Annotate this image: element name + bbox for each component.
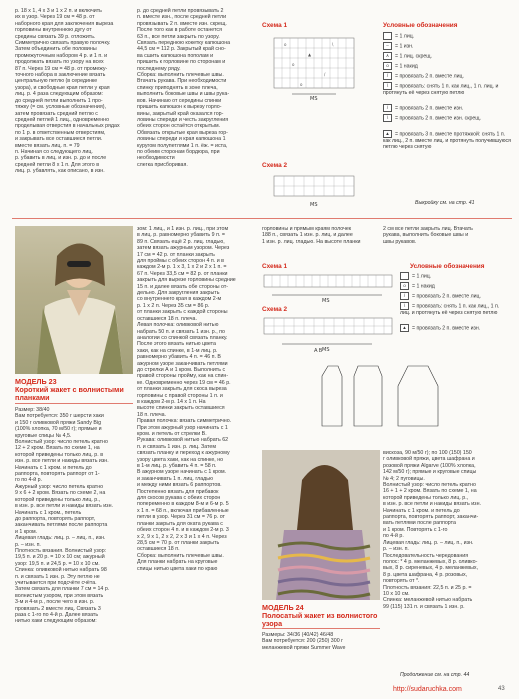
legend-item [383, 52, 513, 60]
legend-symbol-icon: ∧ [383, 52, 392, 60]
schema-1-mid-label: Схема 1 [262, 263, 288, 270]
legend-symbol-icon [400, 272, 409, 280]
svg-text:о: о [284, 42, 287, 47]
legend-item [383, 62, 513, 70]
col4-mid-text: 2 см все петли закрыть лиц. Втачать рукава, выполнить боковые швы и швы рукавов. [383, 226, 473, 245]
legend-text: = 1 лиц. скрещ. [395, 53, 432, 60]
legend-item [383, 72, 513, 80]
legend-item [400, 324, 510, 332]
svg-text:/: / [324, 72, 326, 77]
legend-text: = 1 лиц. [412, 273, 432, 280]
legend-title-top: Условные обозначения [383, 22, 458, 29]
legend-item [383, 32, 513, 40]
pattern-reference-top[interactable]: Выкройку см. на стр. 41 [415, 200, 475, 206]
model-23-title: МОДЕЛЬ 23 [15, 377, 57, 386]
svg-text:▲: ▲ [308, 52, 312, 57]
svg-text:\: \ [332, 42, 334, 47]
legend-symbol-icon: \ [400, 302, 409, 310]
ms-marker: MS [310, 96, 318, 102]
schema-2-mid-label: Схема 2 [262, 306, 288, 313]
model-23-rule [15, 403, 133, 404]
legend-text: = провязать 2 п. вместе лиц. [395, 73, 464, 80]
legend-symbol-icon: ▲ [383, 130, 392, 138]
legend-title-mid: Условные обозначения [410, 263, 485, 270]
garment-outlines [318, 356, 468, 436]
legend-item [400, 292, 510, 300]
legend-symbol-icon: o [383, 62, 392, 70]
legend-text: = 1 изн. [395, 43, 414, 50]
model-24-subtitle: Полосатый жакет из волнистого узора [262, 611, 378, 628]
site-url[interactable]: http://sudaruchka.com [393, 686, 462, 693]
svg-text:о: о [292, 62, 295, 67]
legend-item [383, 42, 513, 50]
legend-text: = провязать 3 п. вместе протяжкой: снять 1 п. как лиц., 2 п. вместе лиц. и протянуть получившуюся петлю через снятую [383, 131, 511, 150]
legend-text: = провязать: снять 1 п. как лиц., 1 п. лиц. и протянуть её через снятую петлю [400, 303, 500, 316]
legend-symbol-icon [383, 32, 392, 40]
model-23-photo [15, 226, 133, 374]
svg-text:MS: MS [322, 347, 330, 353]
svg-text:MS: MS [322, 298, 330, 304]
col3-bottom-text: Размеры: 34/36 (40/42) 46/48 Вам потребуется: 200 (250) 300 г меланжевой пряжи Summer Wave [262, 632, 346, 651]
col2-bottom-text: зом: 1 лиц., и 1 изн. р. лиц., при этом в лиц. р. равномерно убавить 9 п. = 89 п. Связать ещё 2 р. лиц. гладью, затем вязать ажурным узором. Через 17 см = 42 р. от планки закрыть для проймы с обеих сторон 4 п. и в каждом 2-м р. 1 х 3, 1 х 2 и 2 х 1 п. = 67 п. Через 33,5 см = 82 р. от планки закрыть для вырезе горловины средние 15 п. и далее вязать обе стороны от- дельно. Для закругления закрыть со внутреннего края в каждом 2-м р. 1 х 2 п. Через 35 см = 86 р. от планки закрыть с каждой стороны оставшиеся 18 п. плеча. Левая полочка: оливковой нитью набрать 50 п. и связать 1 изн. р., по аналогии со спинкой связать планку. После этого вязать нитью цвета хаки, как на спинке, в 1-м лиц. р. равномерно убавить 4 п. = 46 п. В ажурном узоре заканчивать петлями до стрелки А и 1 кром. Выполнить с правой стороны пройму, как на спин- ке. Одновременно через 19 см = 46 р. от планки закрыть для скоса выреза горловины с правой стороны 1 п. и в каждом 2-м р. 14 х 1 п. На высоте спинки закрыть оставшиеся 18 п. плеча. Правая полочка: вязать симметрично. При этом ажурный узор начинать с 1 кром. и петель от стрелки В. Рукава: оливковой нитью набрать 62 п. и связать 1 изн. р. лиц. Затем связать планку и переход к ажурному узору цвета хаки, как на спинке, но в 1-м лиц. р. убавить 4 п. = 58 п. В ажурном узоре начинать с 1 кром. и заканчивать 1 п. лиц. гладью и между ними вязать 6 раппортов. Постепенно вязать для прибавок для скосов рукава с обеих сторон попеременно в каждом 8-м и 6-м р. 5 х 1 п. = 68 п., включая прибавленные петли в узор. Через 31 см = 76 р. от планки закрыть для оката рукава с обеих сторон 4 п. и в каждом 2-м р. 3 х 2, 9 х 1, 2 х 2, 2 х 3 и 1 х 4 п. Через 28,5 см = 70 р. от планки закрыть оставшиеся 18 п. Сборка: выполнить плечевые швы. Для планки набрать на круговые спицы нитью цвета хаки по краю [137, 226, 236, 572]
arrow-labels: A B [314, 348, 323, 354]
svg-text:о: о [300, 82, 303, 87]
page-number: 43 [498, 686, 505, 692]
schema-2-label: Схема 2 [262, 162, 288, 169]
legend-symbol-icon: / [383, 72, 392, 80]
legend-text: = провязать 2 п. вместе лиц. [412, 293, 481, 300]
schema-2-chart [262, 170, 362, 210]
legend-text: = провязать 2 п. вместе изн. [395, 105, 464, 112]
model-24-title: МОДЕЛЬ 24 [262, 603, 304, 612]
legend-symbol-icon: – [383, 42, 392, 50]
legend-item [400, 282, 510, 290]
legend-item [400, 302, 510, 316]
legend-item [383, 130, 513, 150]
legend-symbol-icon: / [400, 292, 409, 300]
legend-symbol-icon: o [400, 282, 409, 290]
schema-1-chart [262, 30, 362, 140]
schema-1-label: Схема 1 [262, 22, 288, 29]
schema-1-mid-chart [262, 271, 402, 305]
col2-top-text: р. до средней петли провязывать 2 п. вместе изн., после средней петли провязывать 2 п. вместе изн. скрещ. После того как в работе останется 63 п., все петли закрыть по узору. Связать переднюю кокетку капюшона 44,5 см = 112 р. Закрытый край сно- ва сшить капюшона пополам и пришить к горловине по сторонам и последнему ряду. Сборка: выполнить плечевые швы. Втачать рукава. При необходимости спинку приподнять в зоне плеча, выполнить боковые швы и швы рука- вов. Начинаю от середины спинки пришить капюшон к вырезу горло- вины, закрытый край оказался гор- ловины спереди и честь закругления обеих сторон остаётся открытым. Обвязать открытые края выреза гор- ловины спереди и края капюшона 1 куругом полупетлями 1 п. ёж. = иста, по обеим сторонам бордюра, при необходимости слегка присборивая. [137, 8, 231, 168]
legend-symbol-icon: \ [383, 114, 392, 122]
continuation-link[interactable]: Продолжение см. на стр. 44 [400, 672, 470, 678]
legend-item [383, 104, 513, 112]
legend-text: = 1 накид [412, 283, 435, 290]
col3-mid-text: горловины и прямым краям полочек 188 п., связать 1 изн. р. лиц. и далее 1 изн. р. лиц. гладью. На высоте планки [262, 226, 361, 245]
model-24-photo [262, 450, 380, 600]
legend-item [383, 82, 513, 96]
col1-bottom-text: Размер: 38/40 Вам потребуется: 350 г шерсти хаки и 150 г оливковой пряжи Sandy Big (100% хлопка, 70 м/50 г); прямые и круговые спицы № 4,5. Волнистый узор: число петель кратно 12 + 2 кром. Вязать по схеме 1, на которой приведены только лиц. р. в изн. р. все петли и накиды вязать изн. Начинать с 1 кром. и петель до раппорта, повторять раппорт от 1- го по 4-й р. Ажурный узор: число петель кратно 9 х 6 + 2 кром. Вязать по схеме 2, на которой приведены только лиц. р., в изн. р. все петли и накиды вязать изн. Начинать с 1 кром., петель до раппорта, повторять раппорт, заканчивать петлями после раппорта и 1 кром. Лицевая гладь: лиц. р. – лиц. п., изн. р. – изн. п. Плотность вязания. Волнистый узор: 19,5 п. и 20 р. = 10 х 10 см; ажурный узор: 19,5 п. и 24,5 р. = 10 х 10 см. Спинка: оливковой нитью набрать 98 п. и связать 1 изн. р. Эту петлю не учитывается при подсчёте счёта. Затем связать для планки 7 см = 14 р. волнистым узором, при этом вязать 3-м и 4-м р., после чего в изн. р. провязать 2 вместе лиц. Связать 3 раза с 1-го по 4-й р. Далее вязать нитью хаки следующим образом: [15, 407, 113, 625]
legend-item [400, 272, 510, 280]
section-divider [12, 218, 512, 219]
legend-text: = провязать: снять 1 п. как лиц., 1 п. лиц. и протянуть её через снятую петлю [383, 83, 499, 96]
svg-text:MS: MS [310, 202, 318, 208]
model-24-rule [262, 628, 380, 629]
legend-text: = провязать 2 п. вместе изн. скрещ. [395, 115, 481, 122]
legend-text: = 1 лиц. [395, 33, 415, 40]
legend-symbol-icon: / [383, 104, 392, 112]
legend-symbol-icon: \ [383, 82, 392, 90]
col1-top-text: р. 18 х 1, 4 х 3 и 1 х 2 п. и включить их в узор. Через 19 см = 48 р. от наборного края для заключения выреза горловины внутреннюю дугу от средины связать 39 р. отложить. Симметрично связать правую полочку. Затем объединить обе половины промежуточным набором 4 р. и 1 п. и продолжать вязать по узору на всех 87 п. Через 19 см = 48 р. от промежу- точного набора в заключение вязать центральную петлю (в серединке узора), и свободные края петли у края лиц. р. 4 раза следующим образом: до средней петли выполнить 1 про- тяжку (= см. условные обозначения), затем провязать средний петлю с средней петлей 1 лиц., одновременно проделывая отверстия в начальных рядах по 1 р. в ответственным отверстиям, и закрывать все оставшиеся петли. вместе вязать лиц. п. = 79 п. Начиная со следующего лиц. р. убавить в лиц. и изн. р. до и после средней петли 8 х 1 п. Для этого в лиц. р. убавлять, как описано, в изн. [15, 8, 120, 175]
model-23-subtitle: Короткий жакет с волнистыми планками [15, 385, 124, 402]
legend-symbol-icon: ▲ [400, 324, 409, 332]
legend-text: = 1 накид [395, 63, 418, 70]
legend-item [383, 114, 513, 122]
legend-text: = провязать 2 п. вместе изн. [412, 325, 481, 332]
col4-bottom-text: вискоза, 90 м/50 г); по 100 (150) 150 г оливковой пряжи, цвета шафрана и розовой пряжи Algarve (100% хлопка, 142 м/50 г); прямые и круговые спицы № 4; 2 пуговицы. Волнистый узор: число петель кратно 16 + 1 + 2 кром. Вязать по схеме 1, на которой приведены только лиц. р., в изн. р. все петли и накиды вязать изн. Начинать с 1 кром. и петель до раппорта, повторять раппорт, заканчи- вать петлями после раппорта и 1 кром. Повторять с 1-го по 4-й р. Лицевая гладь: лиц. р. – лиц. п., изн. р. – изн. п. Последовательность чередования полос: * 4 р. меланжевых, 8 р. оливко- вых, 8 р. сиреневых, 4 р. меланжевых, 8 р. цвета шафрана, 4 р. розовых, повторять от *. Плотность вязания: 22,5 п. и 25 р. = 10 х 10 см. Спинка: меланжевой нитью набрать 99 (115) 131 п. и связать 1 изн. р. [383, 450, 481, 610]
